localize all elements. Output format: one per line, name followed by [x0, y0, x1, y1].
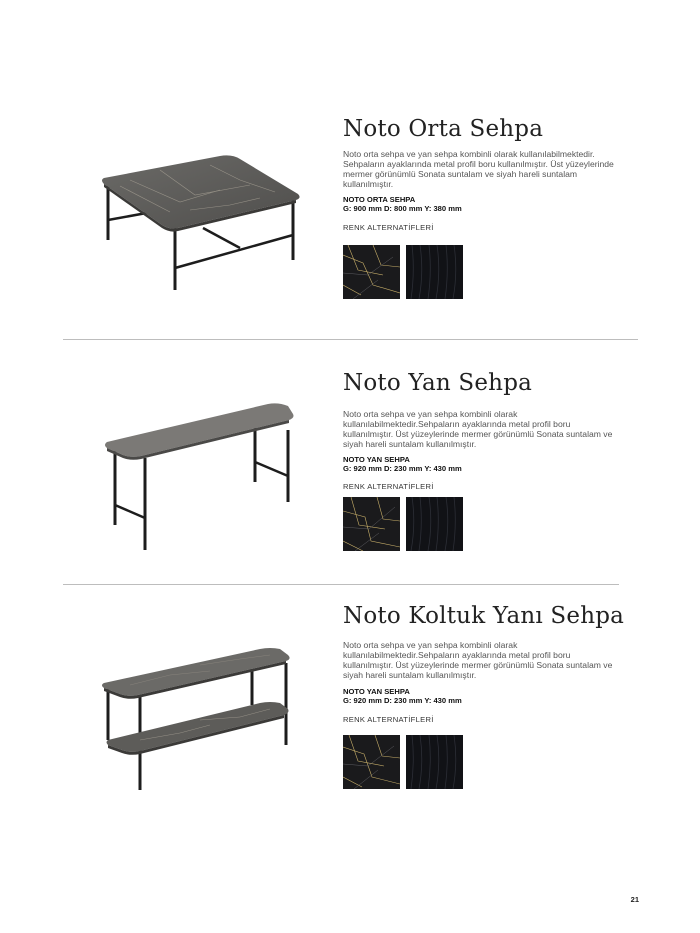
spec-name: NOTO ORTA SEHPA	[343, 195, 416, 204]
product-title: Noto Orta Sehpa	[343, 116, 544, 142]
page-number: 21	[630, 895, 639, 904]
product-description: Noto orta sehpa ve yan sehpa kombinli olarak kullanılabilmektedir.Sehpaların ayaklarında metal profil boru kullanılmıştır. Üst yüzeylerinde mermer görünümlü Sonata suntalam ve siyah hareli suntalam kullanılmıştır.	[343, 640, 613, 680]
product-title: Noto Koltuk Yanı Sehpa	[343, 603, 625, 629]
spec-dimensions: G: 920 mm D: 230 mm Y: 430 mm	[343, 464, 462, 473]
spec-dimensions: G: 900 mm D: 800 mm Y: 380 mm	[343, 204, 462, 213]
product-title: Noto Yan Sehpa	[343, 370, 533, 396]
marble-swatch	[343, 735, 400, 789]
color-alternatives-label: RENK ALTERNATİFLERİ	[343, 223, 434, 232]
color-alternatives-label: RENK ALTERNATİFLERİ	[343, 482, 434, 491]
product-spec	[343, 687, 462, 705]
color-alternatives-label: RENK ALTERNATİFLERİ	[343, 715, 434, 724]
product-description: Noto orta sehpa ve yan sehpa kombinli olarak kullanılabilmektedir. Sehpaların ayaklarında metal profil boru kullanılmıştır. Üst yüzeylerinde mermer görünümlü Sonata suntalam ve siyah hareli suntalam kullanılmıştır.	[343, 149, 614, 189]
sofa-side-table-image	[100, 645, 295, 795]
spec-name: NOTO YAN SEHPA	[343, 455, 410, 464]
spec-dimensions: G: 920 mm D: 230 mm Y: 430 mm	[343, 696, 462, 705]
spec-name: NOTO YAN SEHPA	[343, 687, 410, 696]
product-description: Noto orta sehpa ve yan sehpa kombinli olarak kullanılabilmektedir.Sehpaların ayaklarında metal profil boru kullanılmıştır. Üst yüzeylerinde mermer görünümlü Sonata suntalam ve siyah hareli suntalam kullanılmıştır.	[343, 409, 613, 449]
wood-swatch	[406, 735, 463, 789]
